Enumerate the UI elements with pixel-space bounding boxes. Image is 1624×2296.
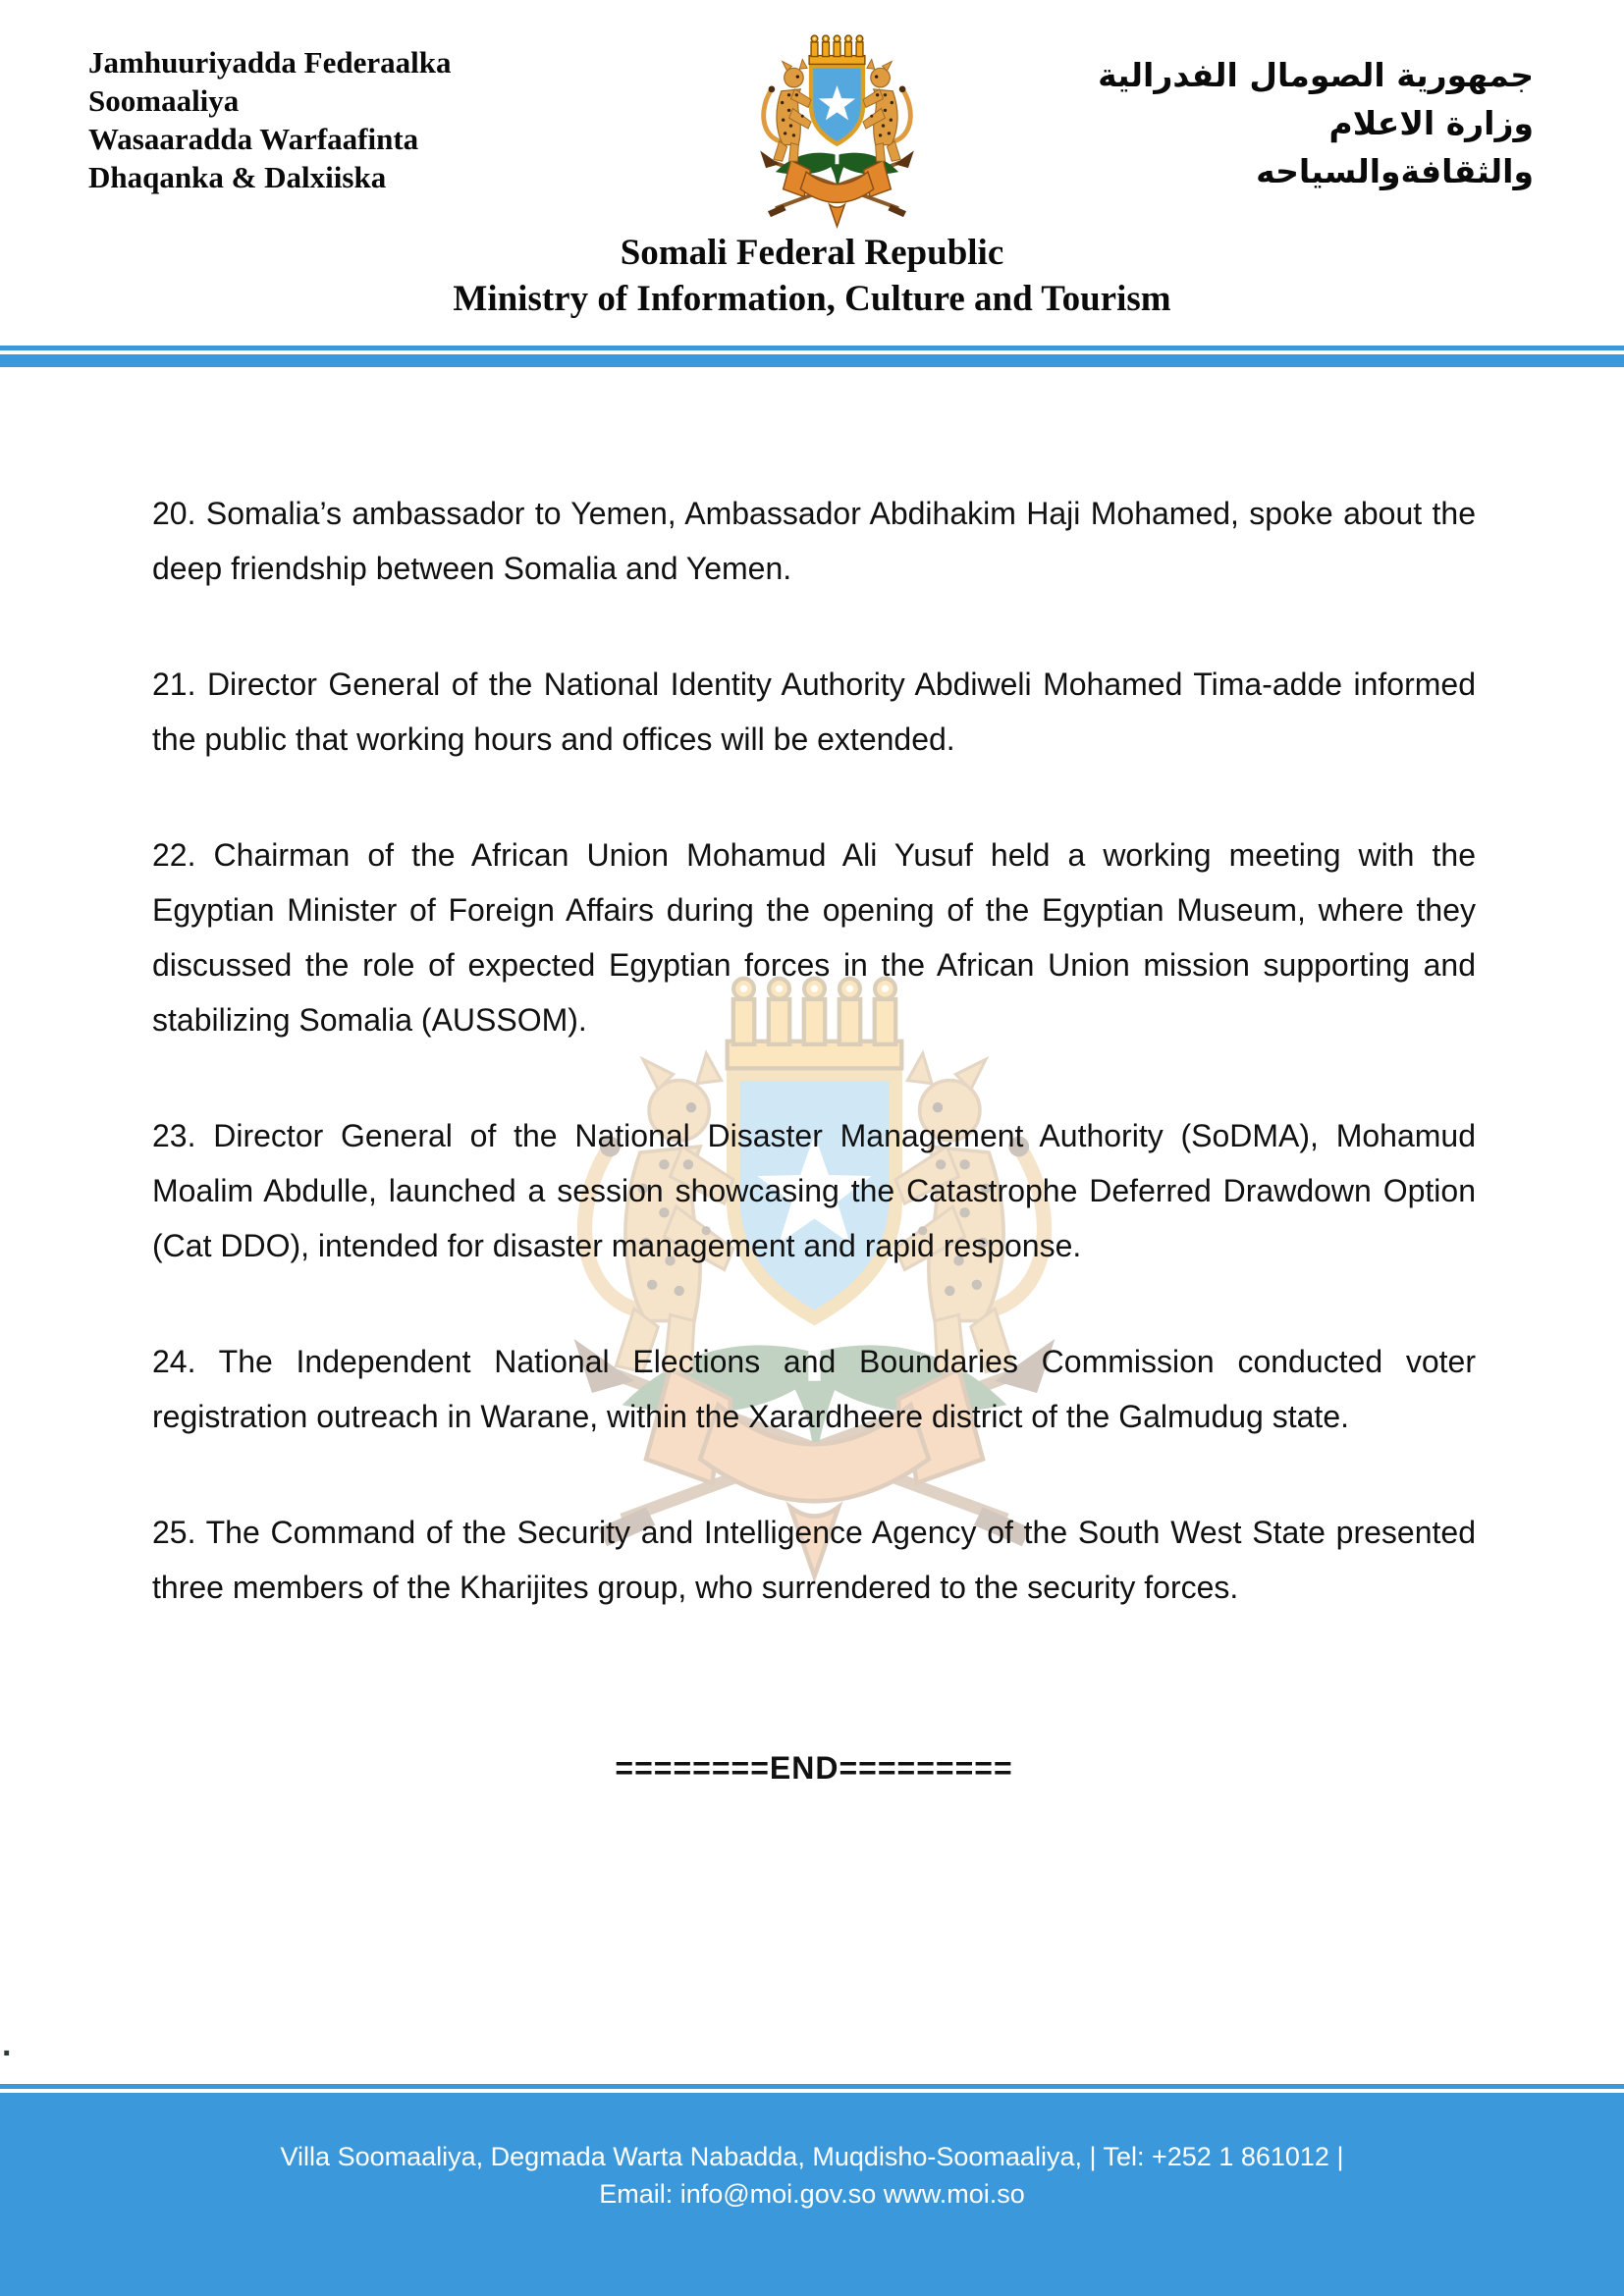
header-separator	[0, 346, 1624, 367]
stray-scan-mark: .	[2, 2026, 12, 2063]
end-marker: ========END=========	[615, 1750, 1013, 1786]
footer-separator-line	[0, 2084, 1624, 2089]
coat-of-arms-svg	[722, 27, 952, 230]
footer-address-line: Villa Soomaaliya, Degmada Warta Nabadda, Muqdisho-Soomaaliya, | Tel: +252 1 861012 |	[280, 2142, 1344, 2171]
arabic-line: جمهورية الصومال الفدرالية	[1098, 56, 1534, 94]
news-paragraph-24: 24. The Independent National Elections and Boundaries Commission conducted voter registration outreach in Warane, within the Xarardheere district of the Galmudug state.	[152, 1344, 1476, 1434]
somali-line: Jamhuuriyadda Federaalka	[88, 45, 452, 80]
arabic-line: والثقافةوالسياحه	[1256, 152, 1534, 190]
news-paragraph-20: 20. Somalia’s ambassador to Yemen, Ambassador Abdihakim Haji Mohamed, spoke about the deep friendship between Somalia and Yemen.	[152, 496, 1476, 586]
arabic-line: وزارة الاعلام	[1328, 104, 1534, 142]
news-paragraph-21: 21. Director General of the National Identity Authority Abdiweli Mohamed Tima-adde informed the public that working hours and offices will be extended.	[152, 667, 1476, 757]
somali-line: Dhaqanka & Dalxiiska	[88, 160, 387, 194]
coat-of-arms-icon	[722, 27, 952, 230]
letterhead-title	[0, 230, 1624, 322]
bulletin-body	[152, 486, 1476, 1795]
footer-band	[0, 2093, 1624, 2296]
news-paragraph-25: 25. The Command of the Security and Intelligence Agency of the South West State presented three members of the Kharijites group, who surrendered to the security forces.	[152, 1515, 1476, 1605]
footer-contact-line: Email: info@moi.gov.so www.moi.so	[599, 2179, 1025, 2209]
title-republic: Somali Federal Republic	[620, 233, 1004, 273]
somali-line: Soomaaliya	[88, 83, 240, 118]
ministry-name-somali	[88, 43, 560, 196]
somali-line: Wasaaradda Warfaafinta	[88, 122, 419, 156]
ministry-name-arabic	[984, 51, 1534, 195]
news-paragraph-22: 22. Chairman of the African Union Mohamud Ali Yusuf held a working meeting with the Egyptian Minister of Foreign Affairs during the opening of the Egyptian Museum, where they discussed the role of expected Egyptian forces in the African Union mission supporting and stabilizing Somalia (AUSSOM).	[152, 837, 1476, 1038]
title-ministry: Ministry of Information, Culture and Tourism	[453, 279, 1171, 319]
header-separator-thick-line	[0, 354, 1624, 367]
news-paragraph-23: 23. Director General of the National Disaster Management Authority (SoDMA), Mohamud Moalim Abdulle, launched a session showcasing the Catastrophe Deferred Drawdown Option (Cat DDO), intended for disaster management and rapid response.	[152, 1118, 1476, 1263]
